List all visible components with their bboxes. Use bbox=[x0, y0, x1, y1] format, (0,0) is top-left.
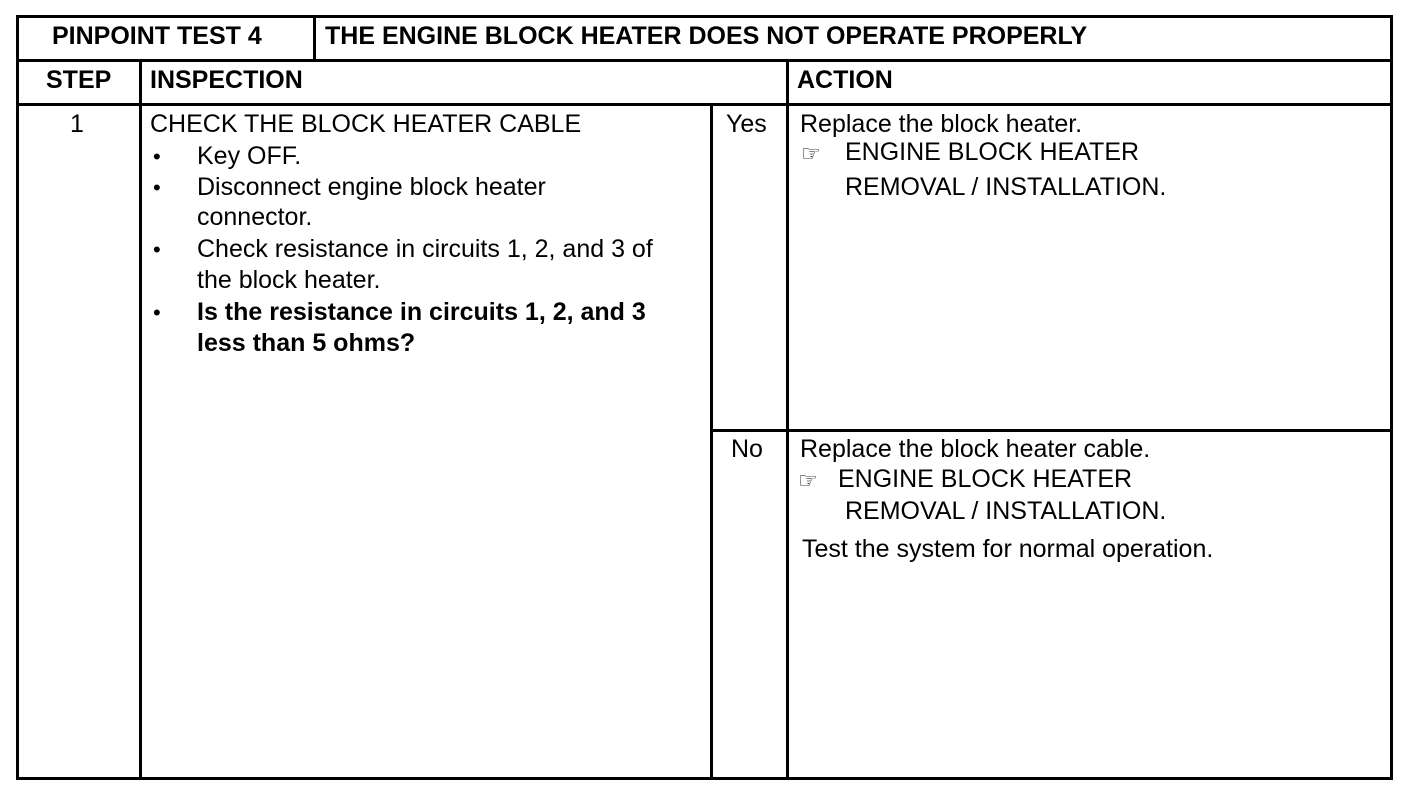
header-title-divider bbox=[313, 15, 316, 62]
pointing-hand-icon: ☞ bbox=[798, 468, 818, 493]
yes-no-divider bbox=[710, 429, 1393, 432]
step-title: CHECK THE BLOCK HEATER CABLE bbox=[150, 110, 582, 138]
action-column-divider bbox=[786, 59, 789, 780]
inspection-question: less than 5 ohms? bbox=[197, 329, 416, 357]
no-followup: Test the system for normal operation. bbox=[802, 535, 1214, 563]
result-column-divider bbox=[710, 103, 713, 780]
inspection-question: Is the resistance in circuits 1, 2, and 3 bbox=[197, 298, 646, 326]
bullet-icon: • bbox=[153, 237, 161, 262]
bullet-icon: • bbox=[153, 144, 161, 169]
yes-action: Replace the block heater. bbox=[800, 110, 1083, 138]
inspection-line: Key OFF. bbox=[197, 142, 302, 170]
inspection-line: the block heater. bbox=[197, 266, 381, 294]
inspection-line: connector. bbox=[197, 203, 313, 231]
bullet-icon: • bbox=[153, 300, 161, 325]
test-title: THE ENGINE BLOCK HEATER DOES NOT OPERATE PROPERLY bbox=[325, 22, 1088, 50]
result-no-label: No bbox=[731, 435, 763, 463]
no-reference-link[interactable]: ENGINE BLOCK HEATER bbox=[838, 465, 1133, 493]
table-top-border bbox=[16, 15, 1393, 18]
column-header-action: ACTION bbox=[797, 66, 893, 94]
step-column-divider bbox=[139, 59, 142, 780]
yes-reference-link[interactable]: REMOVAL / INSTALLATION. bbox=[845, 173, 1167, 201]
inspection-line: Disconnect engine block heater bbox=[197, 173, 546, 201]
result-yes-label: Yes bbox=[726, 110, 767, 138]
no-reference-link[interactable]: REMOVAL / INSTALLATION. bbox=[845, 497, 1167, 525]
step-number: 1 bbox=[70, 110, 84, 138]
table-left-border bbox=[16, 15, 19, 780]
table-bottom-border bbox=[16, 777, 1393, 780]
table-right-border bbox=[1390, 15, 1393, 780]
pointing-hand-icon: ☞ bbox=[801, 141, 821, 166]
header-row-divider bbox=[16, 59, 1393, 62]
bullet-icon: • bbox=[153, 175, 161, 200]
yes-reference-link[interactable]: ENGINE BLOCK HEATER bbox=[845, 138, 1140, 166]
test-id: PINPOINT TEST 4 bbox=[52, 22, 262, 50]
column-header-divider bbox=[16, 103, 1393, 106]
column-header-step: STEP bbox=[46, 66, 112, 94]
inspection-line: Check resistance in circuits 1, 2, and 3 of bbox=[197, 235, 653, 263]
no-action: Replace the block heater cable. bbox=[800, 435, 1151, 463]
column-header-inspection: INSPECTION bbox=[150, 66, 303, 94]
